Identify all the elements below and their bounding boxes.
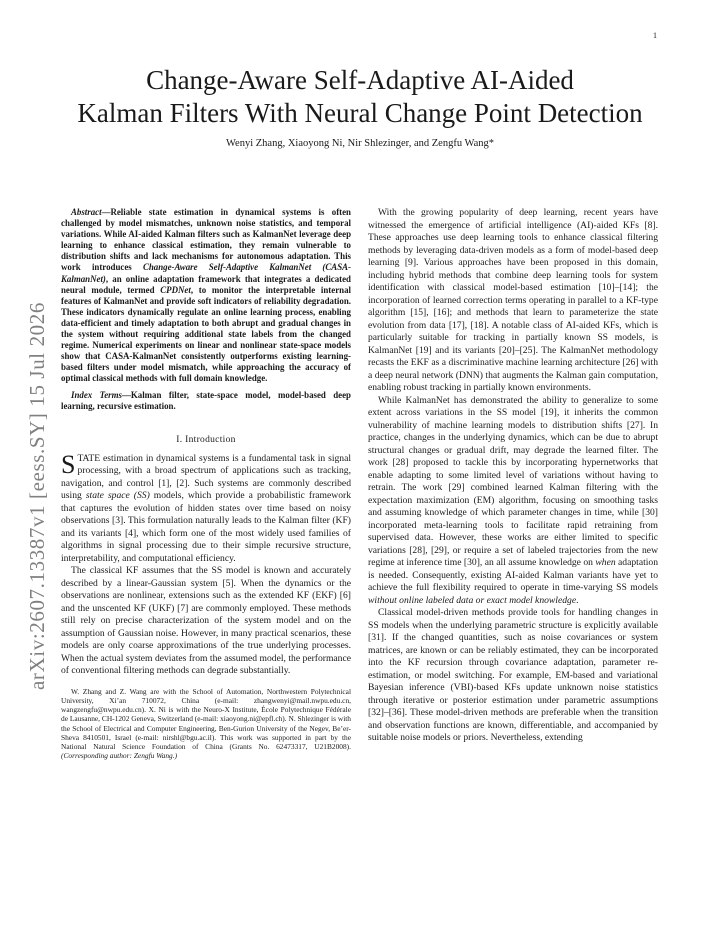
intro-paragraph-2: The classical KF assumes that the SS model is known and accurately described by a linear-Gaussian system [5]. When the dynamics or the observations are nonlinear, extensions such as the extended KF (EKF) [6] and the unscented KF (UKF) [7] are commonly employed. These methods still rely on precise characterization of the system model and on the assumption of Gaussian noise. However, in many practical scenarios, these models are only coarse approximations of the true underlying processes. When the actual system deviates from the assumed model, the performance of conventional filtering methods can degrade substantially. (61, 565, 351, 677)
abstract (61, 207, 351, 385)
author-list: Wenyi Zhang, Xiaoyong Ni, Nir Shlezinger, and Zengfu Wang* (225, 138, 494, 149)
intro-text-1a: TATE estimation in dynamical systems is a fundamental task in signal processing, with a broad spectrum of applications such as tracking, navigation, and control [1], [2]. Such systems are commonly described using (61, 452, 351, 502)
drop-cap: S (61, 449, 76, 479)
paper-title (40, 64, 680, 130)
right-text-2c: . (576, 594, 579, 606)
index-terms (61, 390, 351, 412)
corresponding-author-note: (Corresponding author: Zengfu Wang.) (61, 751, 178, 761)
right-text-2a: While KalmanNet has demonstrated the ability to generalize to some extent across variations in the SS model [19], it inherits the common vulnerability of machine learning models to distribution shifts [27]. In practice, changes in the underlying dynamics, which can be due to abrupt structural changes or gradual drift, may degrade the learned filter. The work [28] proposed to tackle this by incorporating hypernetworks that enable adapting to some limited level of variations without having to retrain. The work [29] combined learned Kalman filtering with the expectation maximization (EM) algorithm, focusing on smoothing tasks and assuming knowledge of which parameter changes in time, while [30] incorporated meta-learning tools to facilitate rapid retraining from supervised data. However, these works are either limited to specific variations [28], [29], or require a set of labeled trajectories from the new regime at inference time [30], an all assume knowledge on (368, 394, 658, 568)
abstract-text-1: —Reliable state estimation in dynamical systems is often challenged by model mismatches, unknown noise statistics, and temporal variations. While AI-aided Kalman filters such as KalmanNet leverage deep learning to enhance classical estimation, they remain vulnerable to distribution shifts and lack mechanisms for autonomous adaptation. This work introduces (61, 207, 351, 273)
arxiv-stamp: arXiv:2607.13387v1 [eess.SY] 15 Jul 2026 (25, 302, 49, 690)
right-paragraph-2 (368, 395, 658, 608)
index-terms-text: —Kalman filter, state-space model, model-based deep learning, recursive estimation. (61, 389, 351, 411)
abstract-text-2: , an online adaptation framework that integrates a dedicated neural module, termed (61, 273, 351, 295)
abstract-text-3: , to monitor the interpretable internal features of KalmanNet and provide soft indicators of reliability degradation. These indicators dynamically regulate an online learning process, enabling data-efficient and timely adaptation to both abrupt and gradual changes in the system without requiring additional state labels from the changed regime. Numerical experiments on linear and nonlinear state-space models show that CASA-KalmanNet consistently outperforms existing learning-based filters under model mismatch, while approaching the accuracy of optimal classical methods with full domain knowledge. (61, 284, 351, 384)
right-text-2b: adaptation is needed. Consequently, existing AI-aided Kalman variants have yet to achieve the full flexibility required to operate in time-varying SS models (368, 557, 659, 593)
right-column (368, 207, 658, 745)
right-em-2: without online labeled data or exact model knowledge (368, 594, 577, 606)
right-em-1: when (595, 557, 616, 568)
abstract-lead: Abstract (71, 207, 102, 217)
intro-paragraph-1 (61, 449, 351, 566)
index-terms-lead: Index Terms (71, 389, 122, 400)
title-line-1: Change-Aware Self-Adaptive AI-Aided (146, 65, 574, 95)
abstract-em-2: CPDNet (160, 284, 191, 295)
left-column (61, 207, 351, 760)
page-number: 1 (653, 31, 657, 40)
right-paragraph-3: Classical model-driven methods provide tools for handling changes in SS models when the underlying parametric structure is explicitly available [31]. If the changed quantities, such as noise covariances or system matrices, are known or can be reliably estimated, they can be incorporated into the KF recursion through covariance adaptation, parameter re-estimation, or model switching. For example, EM-based and variational Bayesian inference (VBI)-based KFs update unknown noise statistics through iterative or posterior estimation under parametric assumptions [32]–[36]. These model-driven methods are preferable when the transition and observation functions are known, differentiable, and accompanied by suitable noise models or priors. Nevertheless, extending (368, 607, 658, 743)
intro-em-1: state space (SS) (85, 490, 150, 502)
abstract-em-1: Change-Aware Self-Adaptive KalmanNet (CASA-KalmanNet) (61, 262, 352, 284)
section-heading-introduction: I. Introduction (176, 434, 236, 445)
intro-text-1b: models, which provide a probabilistic framework that captures the evolution of hidden states over time based on noisy observations [3]. This formulation naturally leads to the Kalman filter (KF) and its variants [4], which form one of the most widely used families of algorithms in signal processing due to their simple recursive structure, interpretability, and computational efficiency. (61, 490, 351, 564)
footnote-text: W. Zhang and Z. Wang are with the School of Automation, Northwestern Polytechnical University, Xi’an 710072, China (e-mail: zhangwenyi@mail.nwpu.edu.cn, wangzengfu@nwpu.edu.cn). X. Ni is with the Neuro-X Institute, École Polytechnique Fédérale de Lausanne, CH-1202 Geneva, Switzerland (e-mail: xiaoyong.ni@epfl.ch). N. Shlezinger is with the School of Electrical and Computer Engineering, Ben-Gurion University of the Negev, Be’er-Sheva 8410501, Israel (e-mail: nirshl@bgu.ac.il). This work was supported in part by the National Natural Science Foundation of China (Grants No. 62473317, U21B2008). (61, 686, 351, 751)
title-line-2: Kalman Filters With Neural Change Point Detection (77, 98, 643, 128)
right-paragraph-1: With the growing popularity of deep learning, recent years have witnessed the emergence of artificial intelligence (AI)-aided KFs [8]. These approaches use deep learning tools to enhance classical filtering methods by leveraging data-driven models as a form of model-based deep learning [9]. Various approaches have been proposed in this domain, including hybrid methods that combine deep learning tools for system identification with classical model-based estimation [10]–[14]; the incorporation of learned correction terms operating in parallel to a KF-type algorithm [15], [16]; and methods that learn to parameterize the state evolution from data [17], [18]. A notable class of AI-aided KFs, which is particularly suitable for tracking in partially known SS models, is KalmanNet [19] and its variants [20]–[25]. The KalmanNet methodology recasts the EKF as a discriminative machine learning architecture [26] with a deep neural network (DNN) that augments the Kalman gain computation, enabling robust tracking in partially known environments. (368, 207, 658, 393)
author-footnote (61, 687, 351, 761)
